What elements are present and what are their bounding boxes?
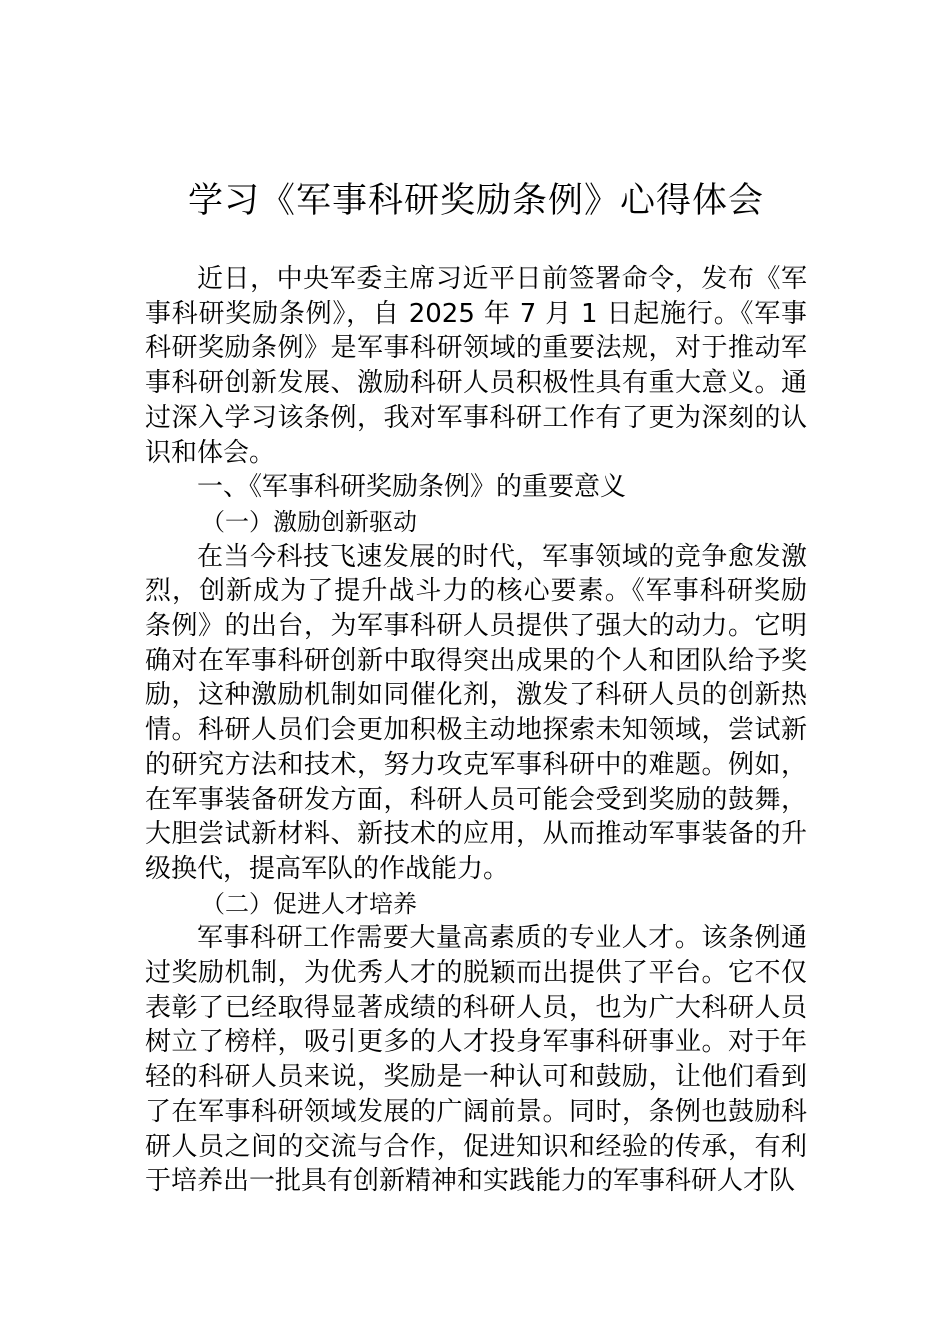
- document-body: [145, 262, 807, 1199]
- document-title: 学习《军事科研奖励条例》心得体会: [187, 181, 764, 221]
- subsection-heading: （一）激励创新驱动: [201, 507, 417, 536]
- subsection-heading: （二）促进人才培养: [201, 889, 417, 918]
- intro-paragraph: 近日，中央军委主席习近平日前签署命令，发布《军事科研奖励条例》，自 2025 年 7 月 1 日起施行。《军事科研奖励条例》是军事科研领域的重要法规，对于推动军事科研创新发展、激励科研人员积极性具有重大意义。通过深入学习该条例，我对军事科研工作有了更为深刻的认识和体会。: [145, 264, 807, 468]
- section-heading: 一、《军事科研奖励条例》的重要意义: [197, 472, 627, 503]
- body-paragraph: 军事科研工作需要大量高素质的专业人才。该条例通过奖励机制，为优秀人才的脱颖而出提供了平台。它不仅表彰了已经取得显著成绩的科研人员，也为广大科研人员树立了榜样，吸引更多的人才投身军事科研事业。对于年轻的科研人员来说，奖励是一种认可和鼓励，让他们看到了在军事科研领域发展的广阔前景。同时，条例也鼓励科研人员之间的交流与合作，促进知识和经验的传承，有利于培养出一批具有创新精神和实践能力的军事科研人才队: [145, 923, 807, 1197]
- body-paragraph: 在当今科技飞速发展的时代，军事领域的竞争愈发激烈，创新成为了提升战斗力的核心要素。《军事科研奖励条例》的出台，为军事科研人员提供了强大的动力。它明确对在军事科研创新中取得突出成果的个人和团队给予奖励，这种激励机制如同催化剂，激发了科研人员的创新热情。科研人员们会更加积极主动地探索未知领域，尝试新的研究方法和技术，努力攻克军事科研中的难题。例如，在军事装备研发方面，科研人员可能会受到奖励的鼓舞，大胆尝试新材料、新技术的应用，从而推动军事装备的升级换代，提高军队的作战能力。: [145, 541, 807, 884]
